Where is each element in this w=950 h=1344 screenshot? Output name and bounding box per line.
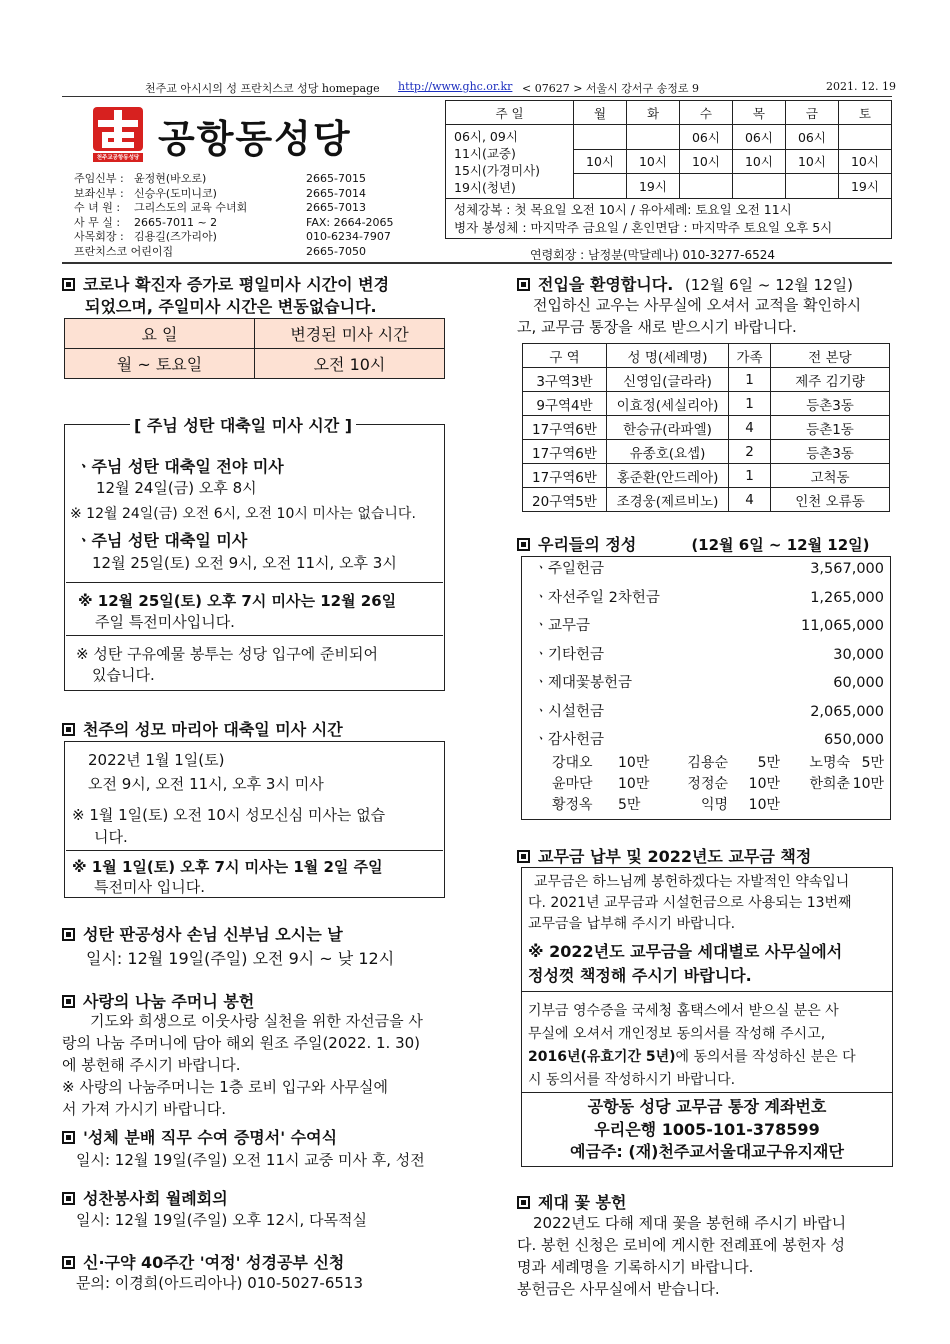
logo-caption: 천주교공항동성당 — [96, 155, 140, 161]
love-title: 사랑의 나눔 주머니 봉헌 — [62, 989, 254, 1012]
list-item: ㆍ교무금 11,065,000 — [534, 618, 884, 634]
bible-title: 신·구약 40주간 '여정' 성경공부 신청 — [62, 1250, 344, 1273]
list-item: ㆍ제대꽃봉헌금 60,000 — [534, 675, 884, 691]
mary-note-1b: 니다. — [94, 828, 128, 846]
section-bullet-icon — [62, 723, 75, 736]
address: < 07627 > 서울시 강서구 송정로 9 — [522, 82, 700, 95]
mass-schedule: 주 일 월 화 수 목 금 토 06시, 09시 11시(교중) 15시(가경미사) 19시(청년) 06시 06시 06시 10시 10시 10시 10시 10시 10시 19시 19시 성체강복 : 첫 목요일 오전 10시 / 유아세례: 토요일 오전 11시 병자 봉성체 : 마지막주 금요일 / 혼인면담 : 마지막주 토요일 오후 5시 — [445, 100, 892, 239]
staff-row: 사목회장 : 김용길(즈가리아) 010-6234-7907 — [74, 230, 391, 244]
confession-title: 성탄 판공성사 손님 신부님 오시는 날 — [62, 922, 343, 945]
account-info: 공항동 성당 교무금 통장 계좌번호 우리은행 1005-101-378599 예금주: (재)천주교서울대교구유지재단 — [570, 1097, 844, 1161]
staff-row: 사 무 실 : 2665-7011 ~ 2 FAX: 2664-2065 — [74, 215, 394, 229]
homepage-link[interactable]: http://www.ghc.or.kr — [398, 80, 513, 93]
table-row: 9구역4반 이효정(세실리아) 1 등촌3동 — [523, 392, 890, 416]
christmas-note-1: ※ 12월 25일(토) 오후 7시 미사는 12월 26일 — [78, 592, 397, 610]
table-row: 20구역5반 조경웅(제르비노) 4 인천 오류동 — [523, 488, 890, 512]
welcome-text: 전입하신 교우는 사무실에 오셔서 교적을 확인하시 고, 교무금 통장을 새로 받으시기 바랍니다. — [517, 296, 862, 336]
offering-list — [534, 555, 884, 755]
mary-date: 2022년 1월 1일(토) — [88, 751, 225, 769]
staff-row: 프란치스코 어린이집 2665-7050 — [74, 244, 366, 258]
dues-divider-2 — [521, 1092, 893, 1093]
issue-date: 2021. 12. 19 — [826, 80, 896, 93]
mary-note-2: ※ 1월 1일(토) 오후 7시 미사는 1월 2일 주일 — [72, 858, 383, 876]
donor-row: 황정옥 5만 익명 10만 — [552, 797, 780, 813]
list-item: ㆍ시설헌금 2,065,000 — [534, 703, 884, 720]
mary-times: 오전 9시, 오전 11시, 오후 3시 미사 — [88, 775, 324, 793]
covid-title: 코로나 확진자 증가로 평일미사 시간이 변경 — [62, 272, 389, 295]
choir-title: 성찬봉사회 월례회의 — [62, 1186, 228, 1209]
dues-bold-note: ※ 2022년도 교무금을 세대별로 사무실에서 정성껏 책정해 주시기 바랍니다. — [528, 942, 843, 985]
ministry-detail: 일시: 12월 19일(주일) 오전 11시 교중 미사 후, 성전 — [76, 1151, 425, 1169]
list-item: ㆍ감사헌금 650,000 — [534, 732, 884, 748]
mary-note-1: ※ 1월 1일(토) 오전 10시 성모신심 미사는 없습 — [72, 806, 386, 824]
parish-line: 천주교 아시시의 성 프란치스코 성당 homepage — [145, 82, 380, 95]
mary-title: 천주의 성모 마리아 대축일 미사 시간 — [62, 717, 343, 740]
flower-text: 2022년도 다해 제대 꽃을 봉헌해 주시기 바랍니 다. 봉헌 신청은 로비에 게시한 전례표에 봉헌자 성 명과 세례명을 기록하시기 바랍니다. 봉헌금은 사무실에서 받습니다. — [517, 1214, 847, 1298]
ministry-title: '성체 분배 직무 수여 증명서' 수여식 — [62, 1125, 337, 1148]
table-row: 17구역6반 홍준환(안드레아) 1 고척동 — [523, 464, 890, 488]
dues-divider-1 — [521, 991, 893, 992]
offering-title: 우리들의 정성 (12월 6일 ~ 12월 12일) — [517, 532, 870, 555]
christmas-title: [ 주님 성탄 대축일 미사 시간 ] — [130, 413, 356, 436]
staff-row: 보좌신부 : 신승우(도미니코) 2665-7014 — [74, 186, 366, 200]
bible-detail: 문의: 이경희(아드리아나) 010-5027-6513 — [76, 1274, 363, 1292]
section-bullet-icon — [62, 278, 75, 291]
header-rule — [62, 96, 892, 97]
staff-list — [74, 172, 394, 260]
covid-title-2: 되었으며, 주일미사 시간은 변동없습니다. — [85, 297, 377, 316]
mary-note-2b: 특전미사 입니다. — [94, 878, 205, 896]
christmas-day-time: 12월 25일(토) 오전 9시, 오전 11시, 오후 3시 — [92, 554, 397, 572]
confession-detail: 일시: 12월 19일(주일) 오전 9시 ~ 낮 12시 — [86, 949, 395, 968]
header-divider — [62, 262, 892, 264]
welcome-title: 전입을 환영합니다. (12월 6일 ~ 12월 12일) — [517, 272, 853, 295]
funeral-chair: 연령회장 : 남정분(막달레나) 010-3277-6524 — [530, 248, 776, 262]
christmas-eve-time: 12월 24일(금) 오후 8시 — [96, 479, 257, 497]
christmas-day-title: ㆍ주님 성탄 대축일 미사 — [76, 531, 248, 550]
donor-list — [552, 753, 884, 816]
section-bullet-icon — [517, 850, 530, 863]
flower-title: 제대 꽃 봉헌 — [517, 1190, 626, 1213]
covid-table: 요 일 변경된 미사 시간 월 ~ 토요일 오전 10시 — [64, 318, 445, 379]
love-text: 기도와 희생으로 이웃사랑 실천을 위한 자선금을 사 랑의 나눔 주머니에 담아 해외 원조 주일(2022. 1. 30) 에 봉헌해 주시기 바랍니다. ※ 사랑의 나눔주머니는 1층 로비 입구와 사무실에 서 가져 가시기 바랍니다. — [62, 1012, 423, 1118]
list-item: ㆍ자선주일 2차헌금 1,265,000 — [534, 589, 884, 606]
christmas-note-2: 주일 특전미사입니다. — [95, 613, 235, 631]
dues-title: 교무금 납부 및 2022년도 교무금 책정 — [517, 844, 811, 867]
staff-row: 수 녀 원 : 그리스도의 교육 수녀회 2665-7013 — [74, 201, 366, 215]
christmas-eve-title: ㆍ주님 성탄 대축일 전야 미사 — [76, 457, 284, 476]
section-bullet-icon — [62, 1131, 75, 1144]
mary-divider — [66, 850, 443, 851]
table-row: 17구역6반 유종호(요셉) 2 등촌3동 — [523, 440, 890, 464]
christmas-eve-note: ※ 12월 24일(금) 오전 6시, 오전 10시 미사는 없습니다. — [70, 506, 416, 522]
receipt-text: 기부금 영수증을 국세청 홈택스에서 받으실 분은 사 무실에 오셔서 개인정보 동의서를 작성해 주시고, 2016년(유효기간 5년)에 동의서를 작성하신 분은 다 시 동의서를 작성하시기 바랍니다. — [528, 1003, 856, 1088]
envelope-note-2: 있습니다. — [92, 666, 155, 684]
section-bullet-icon — [517, 278, 530, 291]
section-bullet-icon — [62, 928, 75, 941]
table-row: 17구역6반 한승규(라파엘) 4 등촌1동 — [523, 416, 890, 440]
table-row: 3구역3반 신영임(글라라) 1 제주 김기량 — [523, 368, 890, 392]
list-item: ㆍ기타헌금 30,000 — [534, 646, 884, 663]
donor-row: 윤마단 10만 정정순 10만 한희춘 10만 — [552, 776, 884, 792]
list-item: ㆍ주일헌금 3,567,000 — [534, 561, 884, 577]
page-title: 공항동성당 — [158, 117, 352, 161]
envelope-note-1: ※ 성탄 구유예물 봉투는 성당 입구에 준비되어 — [76, 645, 378, 663]
choir-detail: 일시: 12월 19일(주일) 오후 12시, 다목적실 — [76, 1211, 367, 1229]
section-bullet-icon — [517, 538, 530, 551]
donor-row: 강대오 10만 김용순 5만 노명숙 5만 — [552, 755, 884, 771]
welcome-table: 구 역 성 명(세례명) 가족 전 본당 3구역3반 신영임(글라라) 1 제주 김기량 9구역4반 이효정(세실리아) 1 등촌3동 17구역6반 한승규(라파엘) 4 등촌1동 17구역6반 유종호(요셉) 2 등촌3동 17구역6반 홍준환(안드레아) 1 고척동 20구역5반 조경웅(제르비노) 4 인천 오류동 — [522, 343, 890, 512]
section-bullet-icon — [62, 1256, 75, 1269]
staff-row: 주임신부 : 윤정현(바오로) 2665-7015 — [74, 172, 366, 185]
section-bullet-icon — [62, 995, 75, 1008]
section-bullet-icon — [517, 1196, 530, 1209]
dues-text: 교무금은 하느님께 봉헌하겠다는 자발적인 약속입니 다. 2021년 교무금과 시설헌금으로 사용되는 13번째 교무금을 납부해 주시기 바랍니다. — [528, 874, 852, 932]
section-bullet-icon — [62, 1192, 75, 1205]
